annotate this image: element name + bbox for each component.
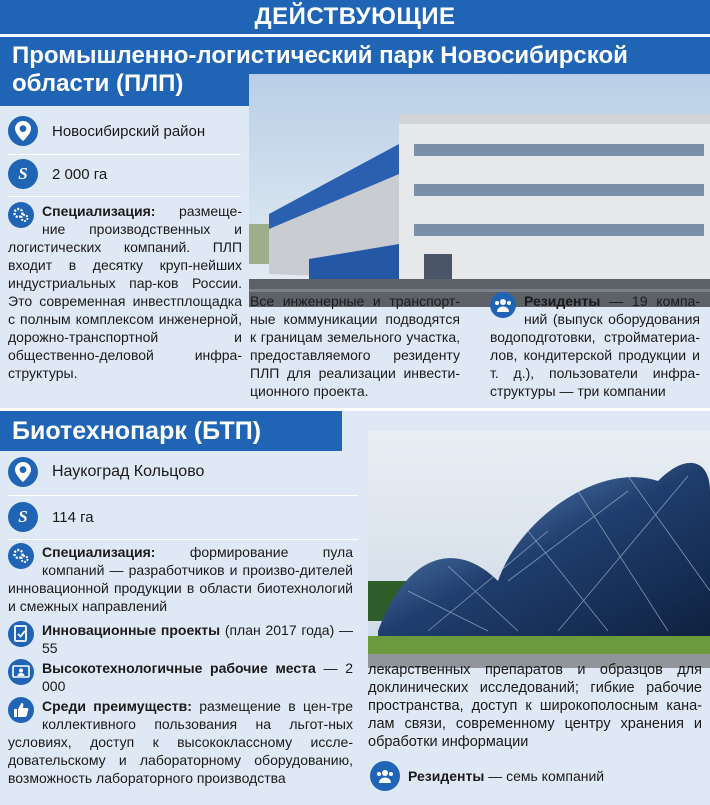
- area-text: 114 га: [52, 508, 94, 526]
- advantages-label: Среди преимуществ:: [42, 698, 192, 714]
- infrastructure-text: Все инженерные и транспорт-ные коммуникации подводятся к границам земельного участка, предоставляемого резиденту ПЛП для реализации инвести-ционного проекта.: [250, 293, 460, 399]
- spec-label: Специализация:: [42, 544, 156, 560]
- people-icon: [490, 292, 516, 318]
- area-row: [8, 159, 107, 189]
- residents-text: — семь компаний: [488, 768, 605, 784]
- location-text: Наукоград Кольцово: [52, 463, 205, 480]
- jobs-block: [8, 659, 353, 695]
- projects-text: (план 2017 года) — 55: [42, 622, 354, 656]
- park-description: ПЛП входит в десятку круп-нейших индустриальных пар-ков России. Это современная инвестплощадка с полным комплексом инженерной, дорожно-транспортной и общественно-деловой инфра-структуры.: [8, 239, 242, 381]
- document-check-icon: [8, 621, 34, 647]
- advantages-block: [8, 697, 353, 787]
- park-title: Промышленно-логистический парк Новосибирской области (ПЛП): [0, 37, 710, 106]
- location-text: Новосибирский район: [52, 122, 206, 140]
- area-text: 2 000 га: [52, 165, 108, 183]
- location-pin-icon: [8, 116, 38, 146]
- gears-icon: [8, 543, 34, 569]
- gears-icon: [8, 202, 34, 228]
- spec-text: размеще-ние производственных и логистических компаний.: [8, 203, 242, 255]
- residents-text: — 19 компа-ний (выпуск оборудования водоподготовки, стройматериа-лов, кондитерской продукции и т. д.), пользователи инфра-структуры — три компании: [490, 293, 701, 399]
- residents-label: Резиденты: [524, 293, 601, 309]
- area-s-icon: S: [8, 159, 38, 189]
- divider: [8, 495, 358, 496]
- park-card-btp: [0, 411, 710, 805]
- advantages-text: размещение в цен-тре коллективного пользования на льгот-ных условиях, доступ к высококлассному иссле-довательскому и лабораторному оборудованию, возможность лабораторного производства: [8, 698, 353, 786]
- worker-icon: [8, 659, 34, 685]
- jobs-label: Высокотехнологичные рабочие места: [42, 660, 316, 676]
- location-row: [8, 116, 205, 146]
- specialization-block: [8, 543, 353, 615]
- area-row: [8, 502, 94, 532]
- spec-text: формирование пула компаний — разработчиков и произво-дителей инновационной продукции в области биотехнологий и смежных направлений: [8, 544, 353, 614]
- residents-label: Резиденты: [408, 768, 485, 784]
- area-s-icon: S: [8, 502, 38, 532]
- specialization-block: [8, 202, 242, 382]
- projects-label: Инновационные проекты: [42, 622, 221, 638]
- people-icon: [370, 761, 400, 791]
- thumbs-up-icon: [8, 697, 34, 723]
- divider: [8, 154, 241, 155]
- residents-row: [370, 761, 604, 791]
- residents-block: [490, 292, 700, 400]
- divider: [8, 539, 358, 540]
- location-row: [8, 457, 204, 487]
- jobs-text: — 2 000: [42, 660, 353, 694]
- section-banner: ДЕЙСТВУЮЩИЕ: [0, 0, 710, 34]
- spec-label: Специализация:: [42, 203, 156, 219]
- warehouse-photo: [249, 74, 710, 307]
- park-title: Биотехнопарк (БТП): [0, 411, 342, 451]
- park-card-plp: [0, 37, 710, 408]
- location-pin-icon: [8, 457, 38, 487]
- divider: [8, 196, 241, 197]
- biotechpark-photo: [368, 431, 710, 668]
- projects-block: [8, 621, 353, 657]
- advantages-continued: лекарственных препаратов и образцов для доклинических исследований; гибкие рабочие пространства, доступ к широкополосным кана-лам связи, современному центру хранения и обработки информации: [368, 662, 702, 750]
